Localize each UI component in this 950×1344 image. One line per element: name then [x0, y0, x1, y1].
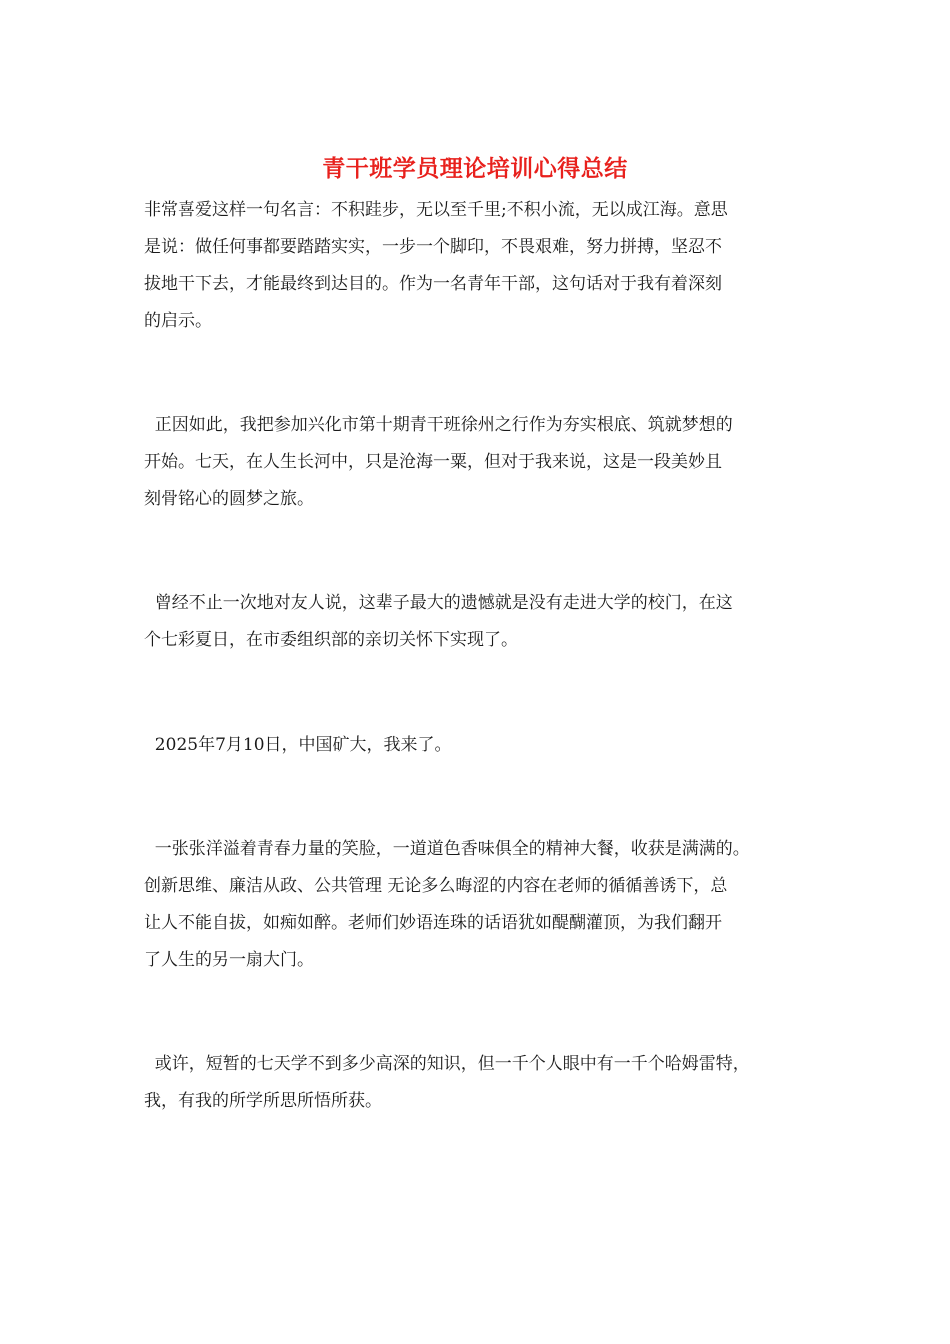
paragraph-1-line-2: 是说：做任何事都要踏踏实实，一步一个脚印，不畏艰难，努力拼搏，坚忍不 — [144, 237, 722, 257]
paragraph-2-line-2: 开始。七天，在人生长河中，只是沧海一粟，但对于我来说，这是一段美妙且 — [144, 452, 722, 472]
paragraph-6-line-1: 或许，短暂的七天学不到多少高深的知识，但一千个人眼中有一千个哈姆雷特， — [144, 1054, 750, 1074]
paragraph-4-line-1: 2025年7月10日，中国矿大，我来了。 — [144, 735, 452, 755]
paragraph-5-line-1: 一张张洋溢着青春力量的笑脸，一道道色香味俱全的精神大餐，收获是满满的。 — [144, 839, 750, 859]
paragraph-2-line-1: 正因如此，我把参加兴化市第十期青干班徐州之行作为夯实根底、筑就梦想的 — [144, 415, 733, 435]
paragraph-6-line-2: 我，有我的所学所思所悟所获。 — [144, 1091, 382, 1111]
paragraph-1-line-3: 拔地干下去，才能最终到达目的。作为一名青年干部，这句话对于我有着深刻 — [144, 274, 722, 294]
paragraph-3-line-1: 曾经不止一次地对友人说，这辈子最大的遗憾就是没有走进大学的校门，在这 — [144, 593, 733, 613]
paragraph-5-line-2: 创新思维、廉洁从政、公共管理 无论多么晦涩的内容在老师的循循善诱下，总 — [144, 876, 728, 896]
paragraph-5-line-4: 了人生的另一扇大门。 — [144, 950, 314, 970]
paragraph-1-line-4: 的启示。 — [144, 311, 212, 331]
paragraph-2-line-3: 刻骨铭心的圆梦之旅。 — [144, 489, 314, 509]
paragraph-5-line-3: 让人不能自拔，如痴如醉。老师们妙语连珠的话语犹如醍醐灌顶，为我们翻开 — [144, 913, 722, 933]
document-title: 青干班学员理论培训心得总结 — [322, 155, 628, 182]
paragraph-1-line-1: 非常喜爱这样一句名言：不积跬步，无以至千里;不积小流，无以成江海。意思 — [144, 200, 728, 220]
paragraph-3-line-2: 个七彩夏日，在市委组织部的亲切关怀下实现了。 — [144, 630, 518, 650]
